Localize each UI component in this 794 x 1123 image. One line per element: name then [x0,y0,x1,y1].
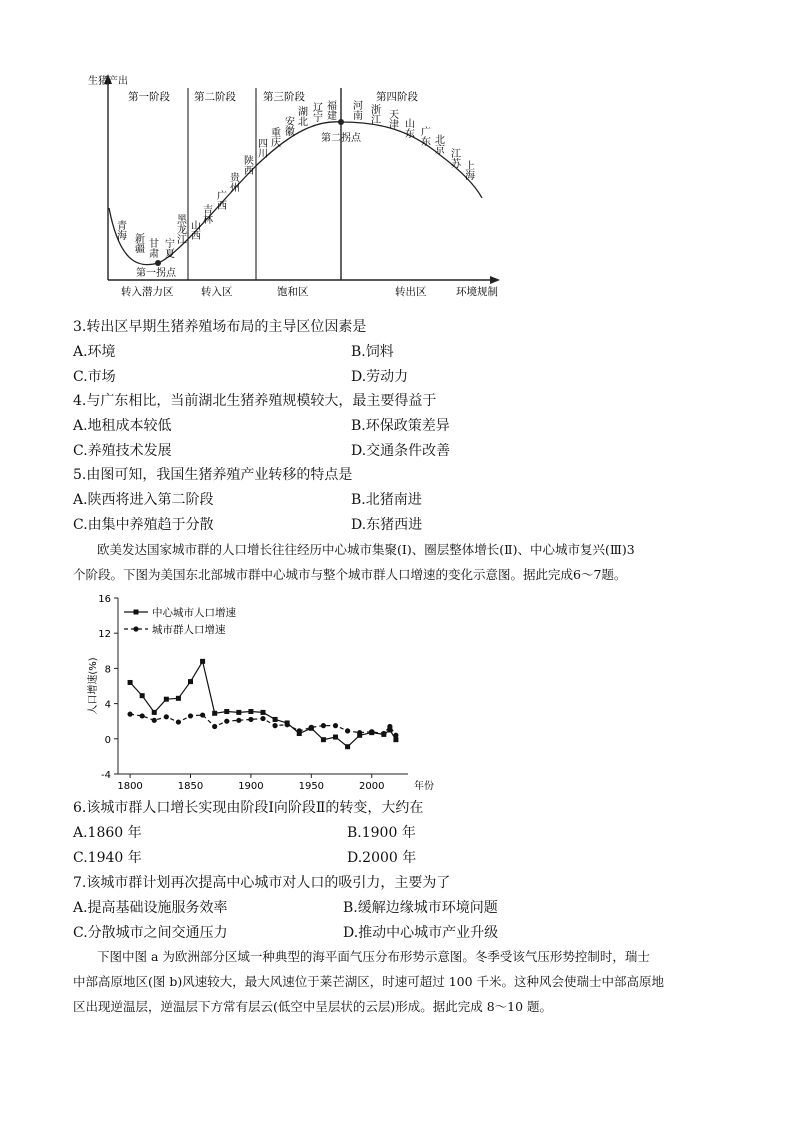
pig-transfer-diagram [80,70,520,302]
province-label: 北京 [432,134,444,154]
province-label: 辽宁 [310,102,322,122]
data-point-circle [200,712,205,717]
passage-1-line-1: 欧美发达国家城市群的人口增长往往经历中心城市集聚(Ⅰ)、圈层整体增长(Ⅱ)、中心城市复兴(Ⅲ)3 [97,542,635,557]
second-turning-point-dot [338,119,344,125]
data-point-circle [333,723,338,728]
data-point-square [248,709,253,714]
question-6-option-d[interactable]: D.2000 年 [347,850,417,866]
province-label: 福建 [324,100,336,120]
y-tick-label: -4 [101,770,111,781]
passage-1-line-2: 个阶段。下图为美国东北部城市群中心城市与整个城市群人口增速的变化示意图。据此完成6～7题。 [73,567,627,582]
data-point-circle [297,728,302,733]
data-point-circle [387,724,392,729]
data-point-square [140,693,145,698]
data-point-circle [393,733,398,738]
data-point-square [200,659,205,664]
question-7-option-c[interactable]: C.分散城市之间交通压力 [73,925,228,941]
province-label: 山东 [402,118,414,138]
data-point-square [128,680,133,685]
province-label: 上海 [462,160,474,180]
passage-2 [73,944,733,1019]
data-point-circle [152,718,157,723]
data-point-square [152,710,157,715]
zone-label: 转入潜力区 [121,286,174,298]
x-tick-label: 1800 [117,781,143,792]
question-6-stem: 6.该城市群人口增长实现由阶段Ⅰ向阶段Ⅱ的转变，大约在 [73,800,424,816]
province-labels [115,99,475,259]
data-point-square [176,696,181,701]
data-point-square [345,744,350,749]
x-axis-arrow [490,276,500,284]
question-3-option-d[interactable]: D.劳动力 [351,369,409,385]
legend-label: 城市群人口增速 [152,624,226,636]
data-point-circle [188,713,193,718]
first-turning-point-dot [155,260,161,266]
stage-label-3: 第三阶段 [263,91,305,103]
data-point-square [393,737,398,742]
province-label: 浙江 [368,104,380,124]
data-point-circle [224,719,229,724]
population-growth-chart [80,590,440,795]
question-5-stem: 5.由图可知，我国生猪养殖产业转移的特点是 [73,467,353,483]
data-point-square [224,709,229,714]
series-line [130,661,396,746]
y-tick-label: 0 [104,734,111,746]
data-point-circle [127,712,132,717]
y-axis-label: 生猪产出 [88,76,128,87]
x-axis-label: 年份 [414,781,434,792]
data-point-circle [321,723,326,728]
province-label: 吉林 [200,204,212,224]
legend-label: 中心城市人口增速 [152,607,236,619]
legend-marker [133,626,138,631]
data-point-circle [345,728,350,733]
x-tick-label: 2000 [359,781,385,792]
province-label: 甘肃 [146,238,158,258]
x-tick-label: 1900 [238,781,264,792]
province-label: 宁夏 [162,238,174,258]
data-point-circle [176,719,181,724]
data-point-circle [164,714,169,719]
data-point-circle [236,718,241,723]
question-3-option-c[interactable]: C.市场 [73,369,116,385]
province-label: 黑龙江 [174,214,186,244]
data-point-circle [140,713,145,718]
second-turning-point-label: 第二拐点 [321,133,361,144]
data-point-circle [272,723,277,728]
data-point-square [236,710,241,715]
data-point-square [188,679,193,684]
data-point-circle [260,716,265,721]
data-point-square [212,711,217,716]
data-point-circle [369,729,374,734]
question-4-option-b[interactable]: B.环保政策差异 [351,418,450,434]
province-label: 江苏 [448,148,460,168]
x-tick-label: 1950 [298,781,325,792]
question-4-option-a[interactable]: A.地租成本较低 [73,418,172,434]
question-6-option-c[interactable]: C.1940 年 [73,850,142,866]
y-tick-label: 4 [104,699,111,711]
stage-label-4: 第四阶段 [376,91,418,103]
data-point-square [261,710,266,715]
y-axis-label: 人口增速(%) [88,657,99,715]
first-turning-point-label: 第一拐点 [136,268,176,279]
question-7-option-a[interactable]: A.提高基础设施服务效率 [73,900,228,916]
data-point-square [164,697,169,702]
question-7-option-b[interactable]: B.缓解边缘城市环境问题 [343,900,498,916]
data-point-circle [357,730,362,735]
question-7-option-d[interactable]: D.推动中心城市产业升级 [343,925,499,941]
province-label: 河南 [350,100,362,120]
zone-label: 转入区 [201,286,233,298]
data-point-circle [381,731,386,736]
question-5-option-a[interactable]: A.陕西将进入第二阶段 [73,492,214,508]
passage-2-line-1: 下图中图 a 为欧洲部分区域一种典型的海平面气压分布形势示意图。冬季受该气压形势控制时，瑞士 [97,949,650,964]
province-label: 安徽 [282,116,294,136]
province-label: 湖北 [295,106,307,126]
question-3-stem: 3.转出区早期生猪养殖场布局的主导区位因素是 [73,319,367,335]
question-7-stem: 7.该城市群计划再次提高中心城市对人口的吸引力，主要为了 [73,875,451,891]
question-4-option-c[interactable]: C.养殖技术发展 [73,443,172,459]
zone-label: 饱和区 [277,286,309,298]
province-label: 四川 [255,138,267,158]
passage-1 [73,537,733,587]
question-4-stem: 4.与广东相比，当前湖北生猪养殖规模较大，最主要得益于 [73,393,437,409]
question-5-option-b[interactable]: B.北猪南进 [351,492,422,508]
data-point-square [333,735,338,740]
data-point-circle [248,717,253,722]
stage-label-1: 第一阶段 [128,91,170,103]
question-5-option-c[interactable]: C.由集中养殖趋于分散 [73,517,214,533]
zone-label: 转出区 [395,286,427,298]
question-5-option-d[interactable]: D.东猪西进 [351,517,423,533]
data-point-circle [212,724,217,729]
province-label: 山西 [188,220,200,240]
province-label: 贵州 [227,172,239,192]
passage-2-line-3: 区出现逆温层，逆温层下方常有层云(低空中呈层状的云层)形成。据此完成 8～10 题。 [73,999,553,1014]
province-label: 青海 [114,220,126,240]
zone-label: 环境规制 [456,286,498,298]
data-point-square [321,737,326,742]
data-point-circle [285,722,290,727]
question-6-option-a[interactable]: A.1860 年 [73,825,142,841]
passage-2-line-2: 中部高原地区(图 b)风速较大，最大风速位于莱芒湖区，时速可超过 100 千米。这种风会使瑞士中部高原地 [73,974,665,989]
province-label: 广西 [214,190,226,210]
province-label: 广东 [418,126,430,146]
y-tick-label: 12 [98,629,111,641]
province-label: 陕西 [241,155,253,175]
x-tick-label: 1850 [177,781,204,792]
y-tick-label: 16 [98,594,111,605]
stage-label-2: 第二阶段 [194,91,236,103]
province-label: 新疆 [132,233,144,253]
question-3-option-b[interactable]: B.饲料 [351,344,394,360]
province-label: 天津 [386,109,398,129]
question-4-option-d[interactable]: D.交通条件改善 [351,443,451,459]
province-label: 重庆 [268,127,280,147]
y-tick-label: 8 [104,664,111,676]
data-point-circle [309,725,314,730]
legend-marker [134,610,139,615]
data-point-square [273,717,278,722]
question-6-option-b[interactable]: B.1900 年 [347,825,416,841]
question-3-option-a[interactable]: A.环境 [73,344,116,360]
